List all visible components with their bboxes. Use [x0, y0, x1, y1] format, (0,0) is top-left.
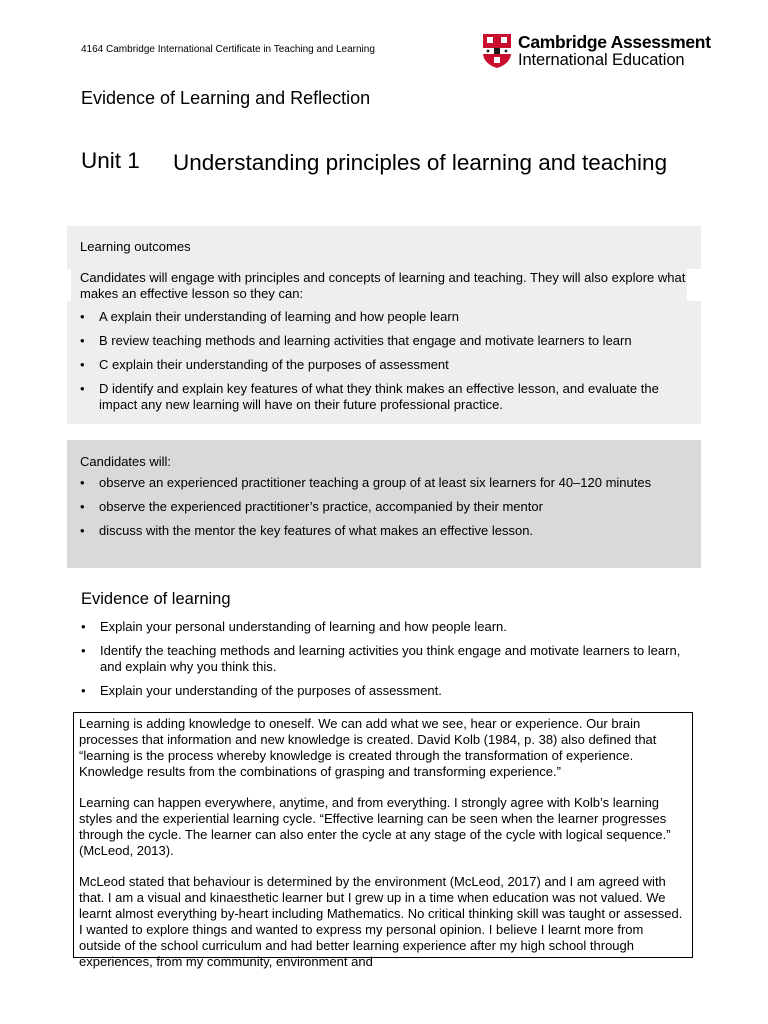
- essay-paragraph: Learning is adding knowledge to oneself. We can add what we see, hear or experience. Our brain processes that information and new knowledge is created. David Kolb (1984, p. 38) also defined that “learning is the process whereby knowledge is created through the transformation of experience. Knowledge results from the combinations of grasping and transforming experience.”: [79, 716, 657, 779]
- course-title: 4164 Cambridge International Certificate in Teaching and Learning: [81, 44, 375, 55]
- evidence-text: Explain your personal understanding of learning and how people learn.: [100, 619, 507, 634]
- candidates-will-list: [80, 475, 680, 547]
- outcome-text: B review teaching methods and learning activities that engage and motivate learners to learn: [99, 333, 632, 348]
- unit-title: Understanding principles of learning and teaching: [173, 150, 668, 175]
- bullet-icon: •: [80, 523, 85, 538]
- candidates-item: [80, 523, 680, 539]
- outcome-text: D identify and explain key features of what they think makes an effective lesson, and evaluate the impact any new learning will have on their future professional practice.: [99, 381, 659, 412]
- candidates-text: discuss with the mentor the key features of what makes an effective lesson.: [99, 523, 534, 538]
- learning-outcomes-list: [80, 309, 690, 421]
- document-title: Evidence of Learning and Reflection: [81, 88, 371, 108]
- outcome-item: [80, 333, 690, 349]
- bullet-icon: •: [80, 333, 85, 348]
- outcome-item: [80, 381, 690, 413]
- cambridge-shield-icon: [482, 33, 512, 69]
- learning-outcomes-box: [67, 226, 701, 424]
- bullet-icon: •: [80, 309, 85, 324]
- logo-line-2: International Education: [518, 51, 685, 69]
- evidence-item: [81, 643, 701, 675]
- evidence-item: [81, 619, 701, 635]
- cambridge-logo: [482, 33, 712, 73]
- learning-outcomes-heading: Learning outcomes: [80, 239, 191, 254]
- logo-line-1: Cambridge Assessment: [518, 32, 711, 52]
- candidates-item: [80, 475, 680, 491]
- candidates-will-box: [67, 440, 701, 568]
- bullet-icon: •: [80, 381, 85, 396]
- candidates-will-heading: Candidates will:: [80, 454, 172, 469]
- candidates-item: [80, 499, 680, 515]
- essay-paragraph: McLeod stated that behaviour is determined by the environment (McLeod, 2017) and I am agreed with that. I am a visual and kinaesthetic learner but I grew up in a time when education was not valued. We learnt almost everything by-heart including Mathematics. No critical thinking skill was taught or assessed. I wanted to explore things and wanted to express my personal opinion. I believe I learnt more from outside of the school curriculum and had better learning experience after my high school through experiences, from my community, environment and: [79, 874, 683, 969]
- bullet-icon: •: [81, 683, 86, 698]
- bullet-icon: •: [81, 643, 86, 658]
- evidence-heading: Evidence of learning: [81, 590, 231, 608]
- outcome-item: [80, 357, 690, 373]
- outcome-text: C explain their understanding of the purposes of assessment: [99, 357, 449, 372]
- evidence-text: Explain your understanding of the purposes of assessment.: [100, 683, 442, 698]
- evidence-list: [81, 619, 701, 707]
- essay-paragraph: Learning can happen everywhere, anytime, and from everything. I strongly agree with Kolb’s learning styles and the experiential learning cycle. “Effective learning can be seen when the learner progresses through the cycle. The learner can also enter the cycle at any stage of the cycle with logical sequence.” (McLeod, 2013).: [79, 795, 671, 858]
- outcome-text: A explain their understanding of learning and how people learn: [99, 309, 459, 324]
- candidates-text: observe the experienced practitioner’s practice, accompanied by their mentor: [99, 499, 543, 514]
- candidates-text: observe an experienced practitioner teaching a group of at least six learners for 40–120 minutes: [99, 475, 652, 490]
- bullet-icon: •: [80, 357, 85, 372]
- unit-number: Unit 1: [81, 148, 140, 173]
- bullet-icon: •: [81, 619, 86, 634]
- evidence-item: [81, 683, 701, 699]
- outcome-item: [80, 309, 690, 325]
- bullet-icon: •: [80, 475, 85, 490]
- learning-outcomes-intro: Candidates will engage with principles and concepts of learning and teaching. They will also explore what makes an effective lesson so they can:: [80, 270, 686, 301]
- evidence-text: Identify the teaching methods and learning activities you think engage and motivate learners to learn, and explain why you think this.: [100, 643, 681, 674]
- bullet-icon: •: [80, 499, 85, 514]
- essay-response-box[interactable]: [73, 712, 693, 969]
